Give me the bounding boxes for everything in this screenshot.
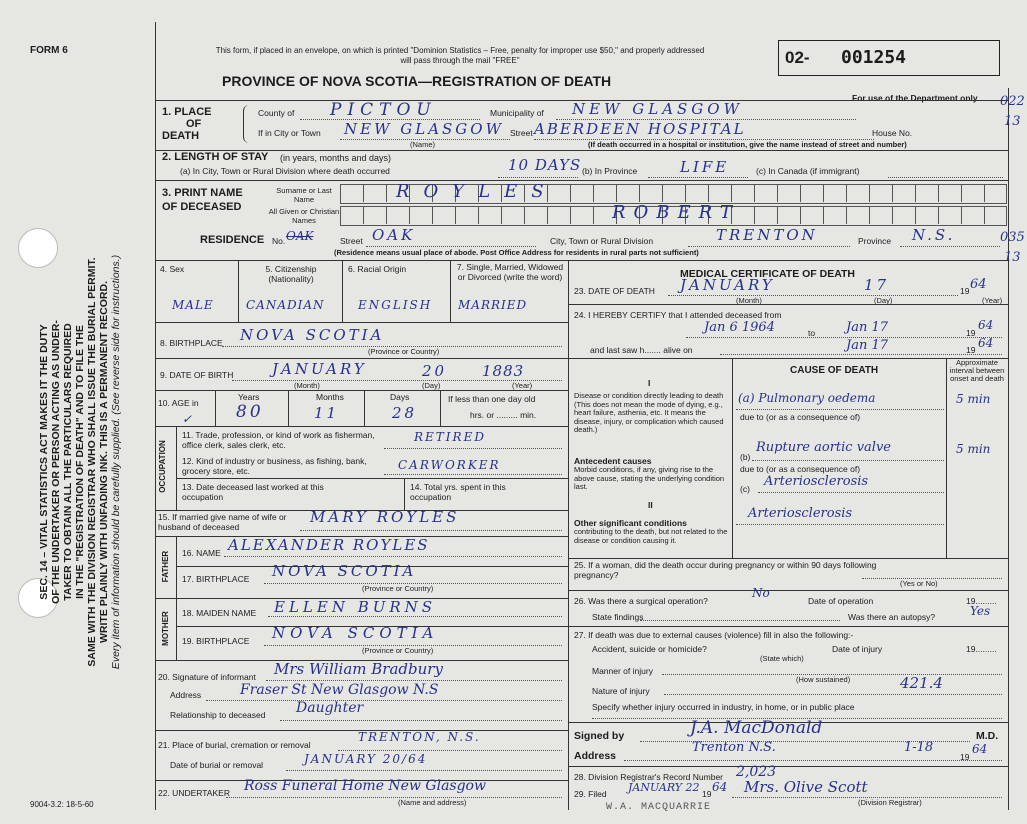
autopsy-label: Was there an autopsy? bbox=[848, 612, 936, 622]
header-note: This form, if placed in an envelope, on which is printed "Dominion Statistics – Free, penalty for improper use $50," and properly addressed will pass through the mail "FREE" bbox=[215, 46, 705, 65]
res-no-value[interactable]: OAK bbox=[286, 229, 314, 243]
med-cert-title: MEDICAL CERTIFICATE OF DEATH bbox=[680, 268, 855, 280]
due-to-2: due to (or as a consequence of) bbox=[740, 464, 861, 474]
stay-b-label: (b) In Province bbox=[582, 166, 638, 176]
filed-19: 19 bbox=[702, 789, 712, 799]
state-which-sub: (State which) bbox=[760, 654, 804, 663]
street-value[interactable]: ABERDEEN HOSPITAL bbox=[534, 120, 746, 138]
stay-note: (in years, months and days) bbox=[280, 153, 392, 163]
res-city-value[interactable]: TRENTON bbox=[716, 226, 818, 244]
margin-code-3: 035 bbox=[1000, 230, 1025, 245]
wife-value[interactable]: MARY ROYLES bbox=[310, 508, 460, 526]
interval-label: Approximate interval between onset and death bbox=[949, 358, 1005, 383]
undertaker-value[interactable]: Ross Funeral Home New Glasgow bbox=[244, 778, 486, 794]
section-i: I bbox=[648, 378, 651, 388]
inf-address-label: Address bbox=[170, 690, 202, 700]
q28-label: 28. Division Registrar's Record Number bbox=[574, 772, 724, 782]
res-city-label: City, Town or Rural Division bbox=[550, 236, 654, 246]
date-injury-19: 19......... bbox=[966, 644, 997, 654]
house-label: House No. bbox=[872, 128, 913, 138]
manner-label: Manner of injury bbox=[592, 666, 653, 676]
registration-number-box bbox=[778, 40, 1000, 76]
nature-label: Nature of injury bbox=[592, 686, 650, 696]
informant-label: 20. Signature of informant bbox=[158, 672, 256, 682]
certify-label: 24. I HEREBY CERTIFY that I attended deceased from bbox=[574, 310, 782, 320]
stay-label: 2. LENGTH OF STAY bbox=[162, 151, 269, 163]
mother-tab: MOTHER bbox=[160, 611, 170, 646]
addr-date-value[interactable]: 1-18 bbox=[904, 740, 934, 755]
q29-label: 29. Filed bbox=[574, 789, 607, 799]
sex-value[interactable]: MALE bbox=[172, 298, 214, 312]
cause-a-value[interactable]: (a) Pulmonary oedema bbox=[738, 391, 876, 405]
q26-label: 26. Was there a surgical operation? bbox=[574, 596, 708, 606]
dob-day-sub: (Day) bbox=[422, 381, 441, 390]
section-ii: II bbox=[648, 500, 653, 510]
print-name-label: 3. PRINT NAME OF DECEASED bbox=[162, 187, 243, 213]
father-birth-sub: (Province or Country) bbox=[362, 584, 434, 593]
father-name-value[interactable]: ALEXANDER ROYLES bbox=[228, 536, 430, 554]
how-sub: (How sustained) bbox=[796, 675, 851, 684]
dob-month-sub: (Month) bbox=[294, 381, 320, 390]
county-value[interactable]: PICTOU bbox=[330, 100, 437, 120]
md-label: M.D. bbox=[976, 730, 999, 742]
hrs-min-label: hrs. or ......... min. bbox=[470, 410, 537, 420]
age-days-value[interactable]: 28 bbox=[392, 404, 418, 422]
antecedent-label: Antecedent causes bbox=[574, 456, 652, 466]
res-prov-label: Province bbox=[858, 236, 892, 246]
father-birthplace-value[interactable]: NOVA SCOTIA bbox=[272, 562, 417, 580]
stay-b-value[interactable]: LIFE bbox=[680, 158, 730, 176]
dod-month-value[interactable]: JANUARY bbox=[680, 276, 775, 294]
years-label: Years bbox=[238, 392, 260, 402]
dob-label: 9. DATE OF BIRTH bbox=[160, 370, 234, 380]
occ12-value[interactable]: CARWORKER bbox=[398, 458, 501, 472]
dod-day-sub: (Day) bbox=[874, 296, 893, 305]
findings-label: State findings bbox=[592, 612, 644, 622]
last-saw-label: and last saw h....... alive on bbox=[590, 345, 693, 355]
mother-birth-sub: (Province or Country) bbox=[362, 646, 434, 655]
relationship-value[interactable]: Daughter bbox=[296, 700, 364, 716]
occ14-label: 14. Total yrs. spent in this occupation bbox=[410, 482, 506, 502]
div-reg-sub: (Division Registrar) bbox=[858, 798, 922, 807]
q25-label: 25. If a woman, did the death occur during pregnancy or within 90 days following pregnancy? bbox=[574, 560, 877, 580]
surname-label: Surname or Last Name bbox=[276, 186, 332, 204]
cert-from-value[interactable]: Jan 6 1964 bbox=[704, 320, 775, 335]
municipality-value[interactable]: NEW GLASGOW bbox=[572, 100, 744, 118]
municipality-label: Municipality of bbox=[490, 108, 544, 118]
accident-label: Accident, suicide or homicide? bbox=[592, 644, 707, 654]
mother-birthplace-label: 19. BIRTHPLACE bbox=[182, 636, 250, 646]
res-prov-value[interactable]: N.S. bbox=[912, 226, 956, 244]
city-value[interactable]: NEW GLASGOW bbox=[344, 120, 505, 138]
dob-day-value[interactable]: 20 bbox=[422, 362, 448, 380]
form-footer-code: 9004-3.2: 18-5-60 bbox=[30, 800, 94, 809]
q26-value[interactable]: No bbox=[752, 586, 770, 600]
stay-c-label: (c) In Canada (if immigrant) bbox=[756, 166, 860, 176]
dob-year-sub: (Year) bbox=[512, 381, 533, 390]
margin-code-4: 13 bbox=[1004, 250, 1021, 265]
wife-label: 15. If married give name of wife or husband of deceased bbox=[158, 512, 287, 532]
stay-a-value[interactable]: 10 DAYS bbox=[508, 156, 582, 174]
date-op-19: 19......... bbox=[966, 596, 997, 606]
signed-value[interactable]: J.A. MacDonald bbox=[690, 718, 823, 738]
specify-label: Specify whether injury occurred in industry, in home, or in public place bbox=[592, 702, 855, 712]
addr-label: Address bbox=[574, 750, 617, 762]
birthplace-sub: (Province or Country) bbox=[368, 347, 440, 356]
age-months-value[interactable]: 11 bbox=[314, 404, 340, 422]
relationship-label: Relationship to deceased bbox=[170, 710, 266, 720]
burial-date-value[interactable]: JANUARY 20/64 bbox=[304, 752, 428, 766]
margin-code-1: 022 bbox=[1000, 94, 1025, 109]
hospital-note: (If death occurred in a hospital or institution, give the name instead of street and number) bbox=[588, 140, 907, 149]
due-to-1: due to (or as a consequence of) bbox=[740, 412, 861, 422]
dob-month-value[interactable]: JANUARY bbox=[272, 360, 367, 378]
undertaker-sub: (Name and address) bbox=[398, 798, 467, 807]
res-no-label: No. bbox=[272, 236, 286, 246]
signed-label: Signed by bbox=[574, 730, 625, 742]
occ11-label: 11. Trade, profession, or kind of work as fisherman, office clerk, sales clerk, etc. bbox=[182, 430, 375, 450]
cause-title: CAUSE OF DEATH bbox=[790, 365, 879, 376]
registrar-value[interactable]: Mrs. Olive Scott bbox=[744, 778, 868, 796]
residence-note: (Residence means usual place of abode. Post Office Address for residents in rural parts not sufficient) bbox=[334, 248, 699, 257]
given-label: All Given or Christian Names bbox=[268, 207, 340, 225]
addr-19: 19 bbox=[960, 752, 970, 762]
antecedent-note: Morbid conditions, if any, giving rise to the above cause, stating the underlying condition last. bbox=[574, 465, 725, 491]
racial-label: 6. Racial Origin bbox=[348, 264, 407, 274]
nature-code-value[interactable]: 421.4 bbox=[900, 674, 943, 692]
res-street-value[interactable]: OAK bbox=[372, 226, 416, 244]
res-street-label: Street bbox=[340, 236, 363, 246]
dob-year-value[interactable]: 1883 bbox=[482, 362, 525, 380]
months-label: Months bbox=[316, 392, 344, 402]
birthplace-label: 8. BIRTHPLACE bbox=[160, 338, 223, 348]
q27-label: 27. If death was due to external causes (violence) fill in also the following:- bbox=[574, 630, 854, 640]
date-op-label: Date of operation bbox=[808, 596, 874, 606]
father-name-label: 16. NAME bbox=[182, 548, 221, 558]
cause-b-int-value[interactable]: 5 min bbox=[956, 442, 991, 456]
age-years-value[interactable]: 80 bbox=[236, 402, 264, 422]
dod-year-value[interactable]: 64 bbox=[970, 277, 987, 292]
dod-label: 23. DATE OF DEATH bbox=[574, 286, 655, 296]
mother-name-value[interactable]: ELLEN BURNS bbox=[274, 598, 437, 616]
dod-19: 19 bbox=[960, 286, 970, 296]
cert-to-label: to bbox=[808, 328, 816, 338]
citizenship-label: 5. Citizenship (Nationality) bbox=[265, 264, 317, 284]
occ11-value[interactable]: RETIRED bbox=[414, 430, 486, 444]
filed-value[interactable]: JANUARY 22 bbox=[628, 781, 700, 794]
addr-value[interactable]: Trenton N.S. bbox=[692, 740, 776, 755]
county-label: County of bbox=[258, 108, 295, 118]
age-tick: ✓ bbox=[182, 412, 193, 426]
name-sub-label: (Name) bbox=[410, 140, 436, 149]
autopsy-value[interactable]: Yes bbox=[970, 604, 991, 618]
city-label: If in City or Town bbox=[258, 128, 321, 138]
stay-a-label: (a) In City, Town or Rural Division where death occurred bbox=[180, 166, 390, 176]
father-birthplace-label: 17. BIRTHPLACE bbox=[182, 574, 250, 584]
marital-value[interactable]: MARRIED bbox=[458, 298, 528, 312]
last-saw-year-value[interactable]: 64 bbox=[978, 336, 994, 350]
surname-value[interactable]: ROYLES bbox=[396, 181, 558, 202]
occ13-label: 13. Date deceased last worked at this occupation bbox=[182, 482, 324, 502]
q28-value[interactable]: 2,023 bbox=[736, 764, 777, 780]
addr-year-value[interactable]: 64 bbox=[972, 742, 988, 756]
cause-b-value[interactable]: Rupture aortic valve bbox=[756, 440, 891, 455]
cert-to-value[interactable]: Jan 17 bbox=[846, 320, 889, 335]
reg-prefix: 02- bbox=[785, 48, 810, 67]
cert-to-year-value[interactable]: 64 bbox=[978, 318, 994, 332]
date-injury-label: Date of injury bbox=[832, 644, 883, 654]
undertaker-label: 22. UNDERTAKER bbox=[158, 788, 230, 798]
reg-number: 001254 bbox=[841, 47, 907, 68]
last-saw-19: 19 bbox=[966, 345, 976, 355]
dod-month-sub: (Month) bbox=[736, 296, 762, 305]
cause-a-int-value[interactable]: 5 min bbox=[956, 392, 991, 406]
cert-to-19: 19 bbox=[966, 328, 976, 338]
last-saw-value[interactable]: Jan 17 bbox=[846, 338, 889, 353]
days-label: Days bbox=[390, 392, 410, 402]
burial-value[interactable]: TRENTON, N.S. bbox=[358, 730, 481, 744]
yes-no-sub: (Yes or No) bbox=[900, 579, 938, 588]
occ12-label: 12. Kind of industry or business, as fishing, bank, grocery store, etc. bbox=[182, 456, 367, 476]
other-value[interactable]: Arteriosclerosis bbox=[748, 506, 853, 521]
informant-value[interactable]: Mrs William Bradbury bbox=[274, 660, 443, 678]
sex-label: 4. Sex bbox=[160, 264, 185, 274]
dept-use-note: For use of the Department only bbox=[852, 93, 978, 103]
dod-day-value[interactable]: 17 bbox=[864, 276, 890, 294]
margin-code-2: 13 bbox=[1004, 114, 1021, 129]
racial-value[interactable]: ENGLISH bbox=[358, 298, 433, 312]
other-note: contributing to the death, but not related to the disease or condition causing it. bbox=[574, 527, 728, 545]
mother-name-label: 18. MAIDEN NAME bbox=[182, 608, 257, 618]
cause-b-letter: (b) bbox=[740, 452, 751, 462]
cause-c-letter: (c) bbox=[740, 484, 750, 494]
disease-label: Disease or condition directly leading to death (This does not mean the mode of dying, e.g., heart failure, asthenia, etc. It means the disease, injury, or complication which caused death.) bbox=[574, 391, 724, 434]
occupation-tab: OCCUPATION bbox=[157, 440, 167, 493]
citizenship-value[interactable]: CANADIAN bbox=[246, 298, 325, 312]
cause-c-value[interactable]: Arteriosclerosis bbox=[764, 474, 869, 489]
given-value[interactable]: ROBERT bbox=[612, 202, 740, 223]
father-tab: FATHER bbox=[161, 550, 171, 583]
inf-address-value[interactable]: Fraser St New Glasgow N.S bbox=[240, 682, 439, 698]
birthplace-value[interactable]: NOVA SCOTIA bbox=[240, 326, 385, 344]
form-number: FORM 6 bbox=[30, 45, 68, 56]
residence-label: RESIDENCE bbox=[200, 234, 265, 246]
place-label: 1. PLACE OF DEATH bbox=[162, 106, 212, 142]
burial-date-label: Date of burial or removal bbox=[170, 760, 264, 770]
less-day-label: If less than one day old bbox=[448, 394, 536, 404]
marital-label: 7. Single, Married, Widowed or Divorced (write the word) bbox=[456, 262, 564, 282]
age-label: 10. AGE in bbox=[158, 398, 199, 408]
form-title: PROVINCE OF NOVA SCOTIA—REGISTRATION OF DEATH bbox=[222, 73, 612, 89]
other-sig-label: Other significant conditions bbox=[574, 518, 687, 528]
registrar-stamp: W.A. MACQUARRIE bbox=[606, 802, 712, 813]
mother-birthplace-value[interactable]: NOVA SCOTIA bbox=[272, 624, 439, 642]
street-label: Street bbox=[510, 128, 533, 138]
filed-year-value[interactable]: 64 bbox=[712, 780, 728, 794]
dod-year-sub: (Year) bbox=[982, 296, 1003, 305]
side-instructions: SEC. 14 – VITAL STATISTICS ACT MAKES IT THE DUTY OF THE UNDERTAKER OR PERSON ACTING AS UNDER- TAKER TO OBTAIN ALL THE PARTICULARS REQUIRED IN THE "REGISTRATION OF DEATH" AND TO FILE THE SAME WITH THE DIVISION REGISTRAR WHO SHALL ISSUE THE BURIAL PERMIT. WRITE PLAINLY WITH UNFADING INK. THIS IS A PERMANENT RECORD. Every item of information should be carefully supplied. (See reverse side for instructions.) bbox=[38, 254, 122, 670]
burial-label: 21. Place of burial, cremation or removal bbox=[158, 740, 311, 750]
